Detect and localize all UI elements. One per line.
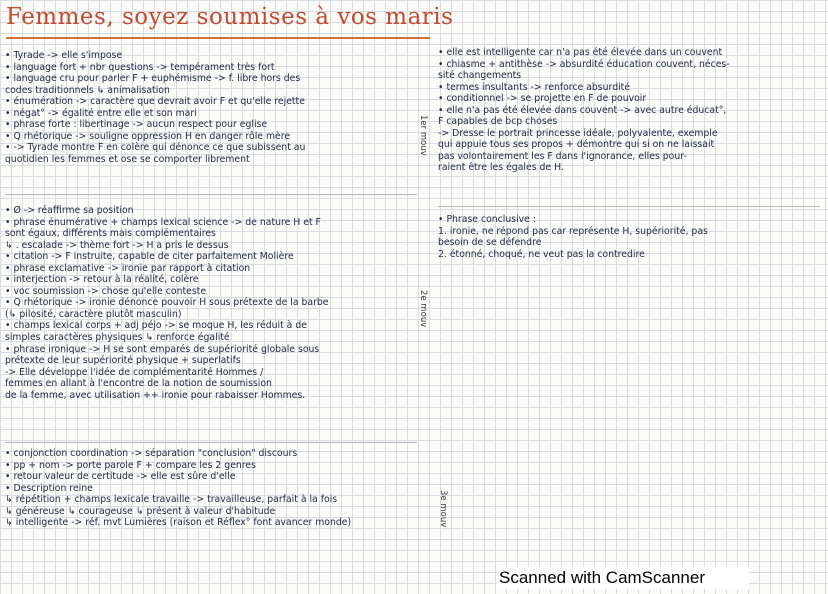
section-label-3: 3e mouv xyxy=(438,490,448,528)
note-line: quotidien les femmes et ose se comporter librement xyxy=(5,153,250,165)
note-line: ↳ intelligente -> réf. mvt Lumières (raison et Réflex° font avancer monde) xyxy=(5,517,352,529)
note-line: • citation -> F instruite, capable de citer parfaitement Molière xyxy=(5,251,294,263)
note-line: • interjection -> retour à la réalité, colère xyxy=(5,274,199,286)
section-divider xyxy=(5,194,417,195)
note-line: • énumération -> caractère que devrait avoir F et qu'elle rejette xyxy=(5,96,305,108)
note-line: 2. étonné, choqué, ne veut pas la contredire xyxy=(438,248,645,260)
note-line: • Q rhétorique -> ironie dénonce pouvoir H sous prétexte de la barbe xyxy=(5,297,329,309)
note-line: • elle n'a pas été élevée dans couvent -> avec autre éducat°, xyxy=(438,104,727,116)
note-line: besoin de se défendre xyxy=(438,237,542,249)
note-line: • champs lexical corps + adj péjo -> se moque H, les réduit à de xyxy=(5,320,307,332)
note-line: ↳ répétition + champs lexicale travaille -> travailleuse, parfait à la fois xyxy=(5,494,338,506)
left-section-2 xyxy=(5,205,420,401)
note-line: simples caractères physiques ↳ renforce égalité xyxy=(5,332,230,344)
note-line: 1. ironie, ne répond pas car représente H, supériorité, pas xyxy=(438,225,708,237)
note-line: • pp + nom -> porte parole F + compare les 2 genres xyxy=(5,459,256,471)
note-line: • -> Tyrade montre F en colère qui dénonce ce que subissent au xyxy=(5,142,306,154)
note-line: sont égaux, différents mais complémentaires xyxy=(5,228,216,240)
note-line: • Description reine xyxy=(5,482,93,494)
left-section-1 xyxy=(5,50,420,165)
note-line: de la femme, avec utilisation ++ ironie pour rabaisser Hommes. xyxy=(5,389,306,401)
note-line: • négat° -> égalité entre elle et son mari xyxy=(5,107,197,119)
section-label-1: 1er mouv xyxy=(418,115,428,156)
note-line: • termes insultants -> renforce absurdité xyxy=(438,81,631,93)
note-line: • voc soumission -> chose qu'elle conteste xyxy=(5,285,207,297)
title-underline xyxy=(6,37,430,39)
right-section-2 xyxy=(438,214,823,260)
note-line: pas volontairement les F dans l'ignorance, elles pour- xyxy=(438,150,687,162)
note-line: • Tyrade -> elle s'impose xyxy=(5,50,123,61)
note-line: • language fort + nbr questions -> tempérament très fort xyxy=(5,61,275,73)
note-line: prétexte de leur supériorité physique + superlatifs xyxy=(5,355,241,367)
note-line: sité changements xyxy=(438,70,522,82)
note-line: • phrase ironique -> H se sont emparés de supériorité globale sous xyxy=(5,343,320,355)
note-line: • elle est intelligente car n'a pas été élevée dans un couvent xyxy=(438,47,723,58)
note-line: ↳ . escalade -> thème fort -> H a pris le dessus xyxy=(5,239,229,251)
note-line: • conjonction coordination -> séparation "conclusion" discours xyxy=(5,448,298,459)
note-line: • phrase exclamative -> ironie par rapport à citation xyxy=(5,262,251,274)
note-line: raient être les égales de H. xyxy=(438,162,564,174)
left-section-3 xyxy=(5,448,420,529)
note-line: • Q rhétorique -> souligne oppression H en danger rôle mère xyxy=(5,130,291,142)
note-line: codes traditionnels ↳ animalisation xyxy=(5,84,170,96)
scanner-watermark: Scanned with CamScanner xyxy=(497,567,749,589)
note-line: ↳ généreuse ↳ courageuse ↳ présent à valeur d'habitude xyxy=(5,505,276,517)
note-line: femmes en allant à l'encontre de la notion de soumission xyxy=(5,378,272,390)
section-label-2: 2e mouv xyxy=(418,290,428,328)
note-line: • phrase énumérative + champs lexical science -> de nature H et F xyxy=(5,216,321,228)
note-line: • conditionnel -> se projette en F de pouvoir xyxy=(438,93,647,105)
note-line: • chiasme + antithèse -> absurdité éducation couvent, néces- xyxy=(438,58,730,70)
section-divider xyxy=(5,442,417,443)
note-line: • Ø -> réaffirme sa position xyxy=(5,205,134,216)
note-line: • Phrase conclusive : xyxy=(438,214,536,225)
section-divider xyxy=(438,206,820,207)
note-line: • retour valeur de certitude -> elle est sûre d'elle xyxy=(5,471,236,483)
note-line: • phrase forte : libertinage -> aucun respect pour eglise xyxy=(5,119,268,131)
right-section-1 xyxy=(438,47,823,174)
note-line: qui appuie tous ses propos + démontre qui si on ne laissait xyxy=(438,139,715,151)
note-line: • language cru pour parler F + euphémisme -> f. libre hors des xyxy=(5,73,301,85)
note-line: F capables de bcp choses xyxy=(438,116,558,128)
note-line: -> Elle développe l'idée de complémentarité Hommes / xyxy=(5,366,264,378)
note-line: (↳ pilosité, caractère plutôt masculin) xyxy=(5,308,182,320)
page-title: Femmes, soyez soumises à vos maris xyxy=(6,4,454,30)
note-line: -> Dresse le portrait princesse idéale, polyvalente, exemple xyxy=(438,127,718,139)
